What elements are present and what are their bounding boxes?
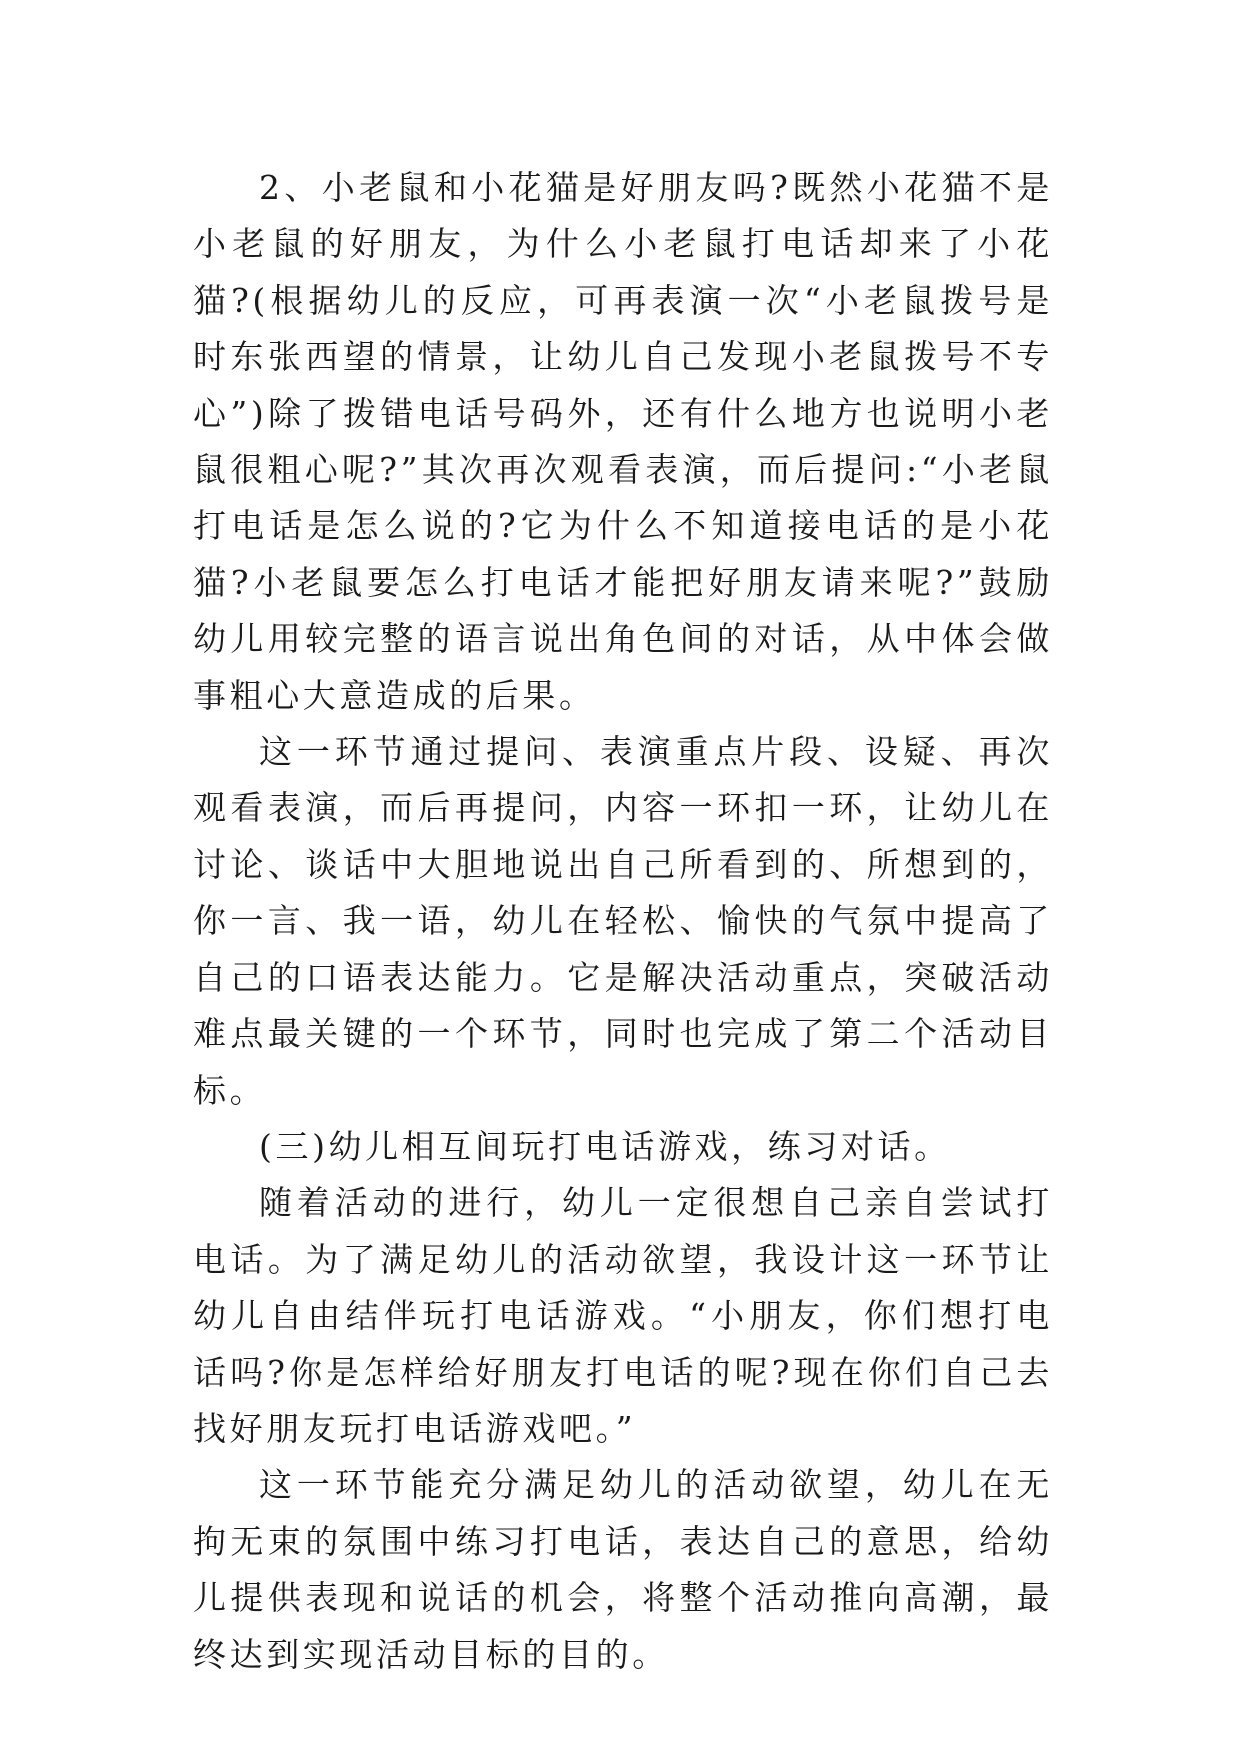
paragraph-5: 这一环节能充分满足幼儿的活动欲望，幼儿在无拘无束的氛围中练习打电话，表达自己的意思，给幼儿提供表现和说话的机会，将整个活动推向高潮，最终达到实现活动目标的目的。: [193, 1465, 1053, 1674]
paragraph-4: 随着活动的进行，幼儿一定很想自己亲自尝试打电话。为了满足幼儿的活动欲望，我设计这一环节让幼儿自由结伴玩打电话游戏。“小朋友，你们想打电话吗?你是怎样给好朋友打电话的呢?现在你们自己去找好朋友玩打电话游戏吧。”: [193, 1183, 1053, 1448]
paragraph-2: 这一环节通过提问、表演重点片段、设疑、再次观看表演，而后再提问，内容一环扣一环，让幼儿在讨论、谈话中大胆地说出自己所看到的、所想到的，你一言、我一语，幼儿在轻松、愉快的气氛中提高了自己的口语表达能力。它是解决活动重点，突破活动难点最关键的一个环节，同时也完成了第二个活动目标。: [193, 732, 1053, 1110]
paragraph-3: (三)幼儿相互间玩打电话游戏，练习对话。: [259, 1126, 951, 1166]
document-page: [193, 160, 1053, 1683]
paragraph-1: 2、小老鼠和小花猫是好朋友吗?既然小花猫不是小老鼠的好朋友，为什么小老鼠打电话却来了小花猫?(根据幼儿的反应，可再表演一次“小老鼠拨号是时东张西望的情景，让幼儿自己发现小老鼠拨号不专心”)除了拨错电话号码外，还有什么地方也说明小老鼠很粗心呢?”其次再次观看表演，而后提问:“小老鼠打电话是怎么说的?它为什么不知道接电话的是小花猫?小老鼠要怎么打电话才能把好朋友请来呢?”鼓励幼儿用较完整的语言说出角色间的对话，从中体会做事粗心大意造成的后果。: [193, 168, 1053, 715]
